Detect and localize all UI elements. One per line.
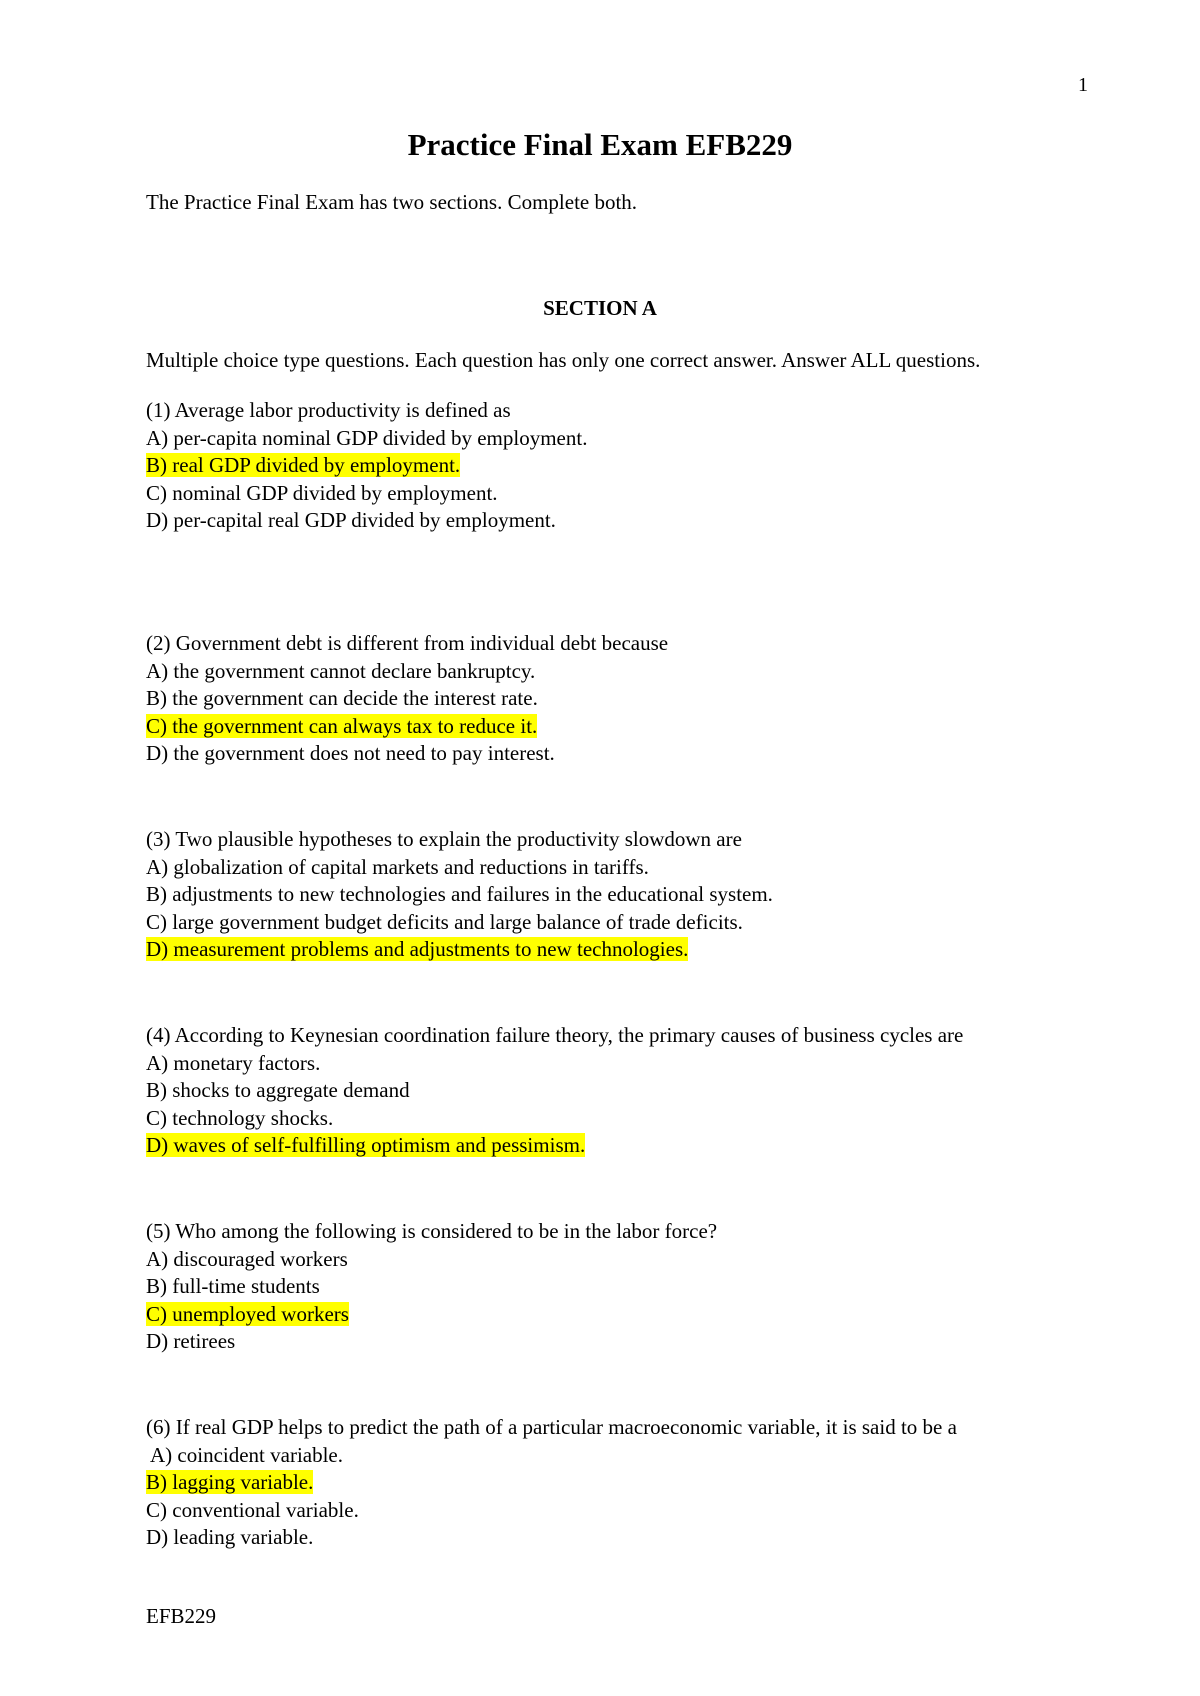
option-c: C) the government can always tax to reduce it. [146, 713, 538, 738]
question-2 [146, 630, 1096, 768]
question-stem: (4) According to Keynesian coordination failure theory, the primary causes of business cycles are [146, 1023, 964, 1047]
option-b: B) real GDP divided by employment. [146, 453, 461, 477]
option-d: D) retirees [146, 1329, 236, 1353]
option-d: D) the government does not need to pay interest. [146, 741, 555, 765]
option-a: A) globalization of capital markets and reductions in tariffs. [146, 854, 649, 879]
intro-text: The Practice Final Exam has two sections. Complete both. [146, 190, 638, 214]
option-d: D) waves of self-fulfilling optimism and pessimism. [146, 1133, 586, 1157]
option-b: B) lagging variable. [146, 1470, 314, 1494]
question-3 [146, 826, 1096, 964]
option-b: B) shocks to aggregate demand [146, 1078, 410, 1102]
option-a: A) coincident variable. [150, 1442, 343, 1467]
option-a: A) the government cannot declare bankruptcy. [146, 658, 536, 683]
option-d: D) measurement problems and adjustments to new technologies. [146, 937, 689, 961]
option-c: C) technology shocks. [146, 1105, 334, 1130]
question-stem: (2) Government debt is different from individual debt because [146, 631, 669, 655]
option-c: C) nominal GDP divided by employment. [146, 480, 498, 505]
option-b: B) adjustments to new technologies and failures in the educational system. [146, 882, 773, 906]
question-6 [146, 1414, 1096, 1552]
question-stem: (6) If real GDP helps to predict the path of a particular macroeconomic variable, it is said to be a [146, 1415, 957, 1439]
option-a: A) monetary factors. [146, 1050, 321, 1075]
option-b: B) full-time students [146, 1274, 320, 1298]
instructions-text: Multiple choice type questions. Each question has only one correct answer. Answer ALL questions. [146, 348, 981, 372]
question-4 [146, 1022, 1096, 1160]
section-heading: SECTION A [543, 296, 657, 320]
question-1 [146, 397, 1096, 535]
question-stem: (1) Average labor productivity is defined as [146, 398, 511, 422]
exam-title: Practice Final Exam EFB229 [407, 127, 793, 162]
question-stem: (5) Who among the following is considered to be in the labor force? [146, 1219, 718, 1243]
page-number: 1 [1078, 74, 1088, 96]
footer-text: EFB229 [146, 1604, 217, 1628]
question-5 [146, 1218, 1096, 1356]
option-d: D) leading variable. [146, 1525, 314, 1549]
option-a: A) per-capita nominal GDP divided by employment. [146, 425, 588, 450]
option-c: C) conventional variable. [146, 1497, 359, 1522]
question-stem: (3) Two plausible hypotheses to explain the productivity slowdown are [146, 827, 742, 851]
option-a: A) discouraged workers [146, 1246, 348, 1271]
option-c: C) unemployed workers [146, 1301, 349, 1326]
option-c: C) large government budget deficits and large balance of trade deficits. [146, 909, 743, 934]
option-b: B) the government can decide the interest rate. [146, 686, 538, 710]
option-d: D) per-capital real GDP divided by employment. [146, 508, 556, 532]
